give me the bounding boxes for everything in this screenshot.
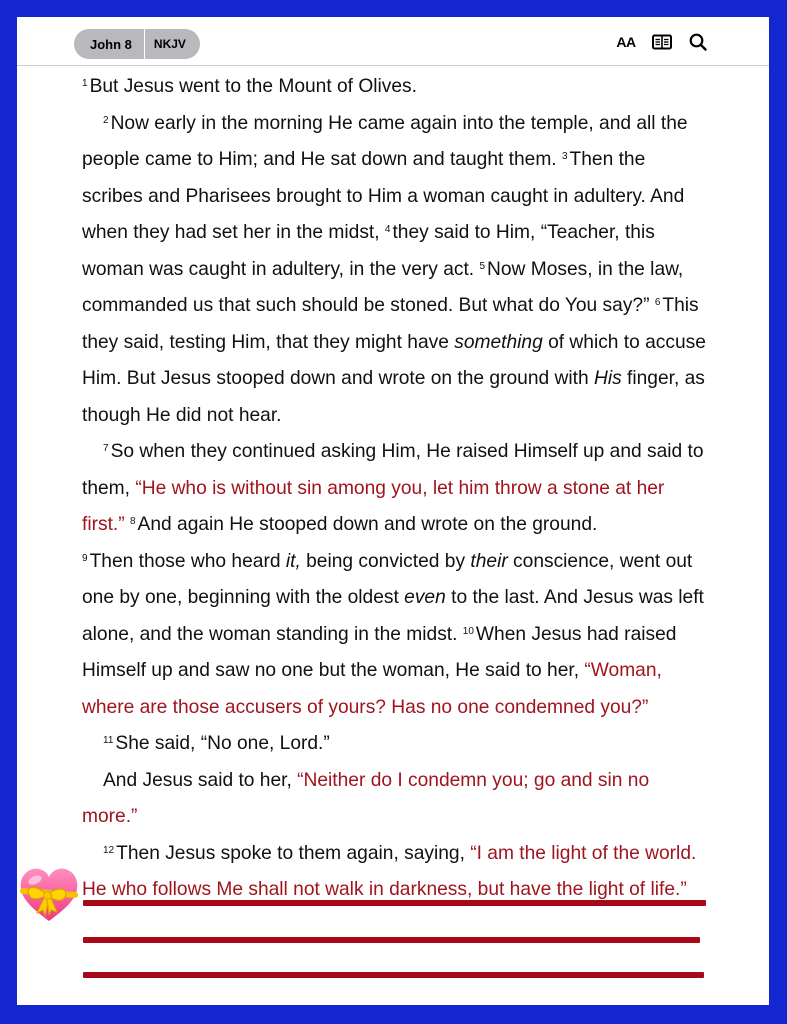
italic-word: it, — [285, 550, 301, 572]
verse-text[interactable]: So when they continued asking Him, He raised Himself up and said to them, — [82, 441, 704, 499]
verse-number: 7 — [103, 443, 109, 454]
words-of-christ[interactable]: “Woman, where are those accusers of yours? Has no one condemned you?” — [82, 660, 662, 718]
verse-segment: Then those who heard — [89, 550, 286, 572]
verse-text[interactable]: And again He stooped down and wrote on the ground. — [137, 514, 598, 535]
verse-segment: being convicted by — [300, 550, 471, 572]
book-icon[interactable] — [651, 31, 673, 53]
book-version-selector[interactable] — [74, 29, 200, 59]
verse-segment: of which to accuse Him. But Jesus stooped down and wrote on the ground with — [82, 331, 706, 389]
italic-word: their — [470, 550, 508, 572]
verse-text[interactable]: Now Moses, in the law, commanded us that such should be stoned. But what do You say?” — [82, 258, 684, 316]
verse-text[interactable]: Now early in the morning He came again into the temple, and all the people came to Him; and He sat down and taught them. — [82, 112, 688, 170]
verse-paragraph — [82, 763, 707, 836]
font-size-button[interactable] — [615, 34, 637, 50]
italic-word: something — [454, 331, 543, 353]
verse-text[interactable]: Then the scribes and Pharisees brought to Him a woman caught in adultery. And when they had set her in the midst, — [82, 149, 685, 243]
words-of-christ[interactable]: “He who is without sin among you, let him throw a stone at her first.” — [82, 477, 665, 535]
font-size-label: AA — [616, 34, 636, 50]
scripture-text — [82, 69, 707, 909]
book-chapter-button[interactable]: John 8 — [90, 36, 132, 52]
verse-segment: conscience, went out one by one, beginning with the oldest — [82, 550, 693, 608]
verse-paragraph — [82, 726, 707, 763]
verse-text[interactable]: When Jesus had raised Himself up and saw no one but the woman, He said to her, — [82, 623, 677, 681]
verse-number: 1 — [82, 78, 88, 89]
verse-paragraph — [82, 836, 707, 909]
verse-number: 11 — [103, 735, 114, 746]
verse-number: 10 — [462, 625, 474, 637]
verse-number: 9 — [82, 552, 88, 564]
verse-text[interactable]: And Jesus said to her, — [103, 769, 298, 791]
verse-number: 4 — [384, 224, 391, 235]
verse-segment: to the last. And Jesus was left alone, and the woman standing in the midst. — [82, 587, 704, 645]
toolbar-actions — [615, 31, 709, 53]
verse-segment: This they said, testing Him, that they might have — [82, 295, 699, 353]
highlight-underline — [83, 972, 704, 978]
verse-number: 3 — [561, 151, 568, 162]
words-of-christ[interactable]: “I am the light of the world. He who follows Me shall not walk in darkness, but have the light of life.” — [82, 842, 697, 900]
search-icon[interactable] — [687, 31, 709, 53]
verse-number: 2 — [103, 114, 109, 126]
verse-text[interactable]: But Jesus went to the Mount of Olives. — [89, 76, 417, 97]
highlight-underline — [83, 900, 706, 906]
italic-word: His — [593, 368, 622, 389]
reader-frame — [17, 17, 769, 1005]
verse-text[interactable]: She said, “No one, Lord.” — [115, 733, 330, 754]
italic-word: even — [404, 587, 446, 608]
verse-paragraph — [82, 106, 707, 435]
version-button[interactable]: NKJV — [153, 37, 186, 51]
heart-ribbon-sticker — [17, 865, 81, 925]
words-of-christ[interactable]: “Neither do I condemn you; go and sin no more.” — [82, 769, 650, 827]
verse-number: 6 — [654, 297, 661, 308]
verse-segment: finger, as though He did not hear. — [82, 368, 705, 426]
highlight-underline — [83, 937, 700, 943]
verse-paragraph — [82, 69, 707, 106]
verse-paragraph — [82, 434, 707, 726]
verse-text[interactable]: they said to Him, “Teacher, this woman was caught in adultery, in the very act. — [82, 222, 655, 280]
verse-text[interactable]: Then Jesus spoke to them again, saying, — [116, 842, 471, 864]
reader-toolbar — [17, 17, 769, 66]
verse-number: 12 — [103, 844, 115, 856]
verse-number: 8 — [129, 516, 136, 527]
verse-number: 5 — [479, 260, 486, 272]
